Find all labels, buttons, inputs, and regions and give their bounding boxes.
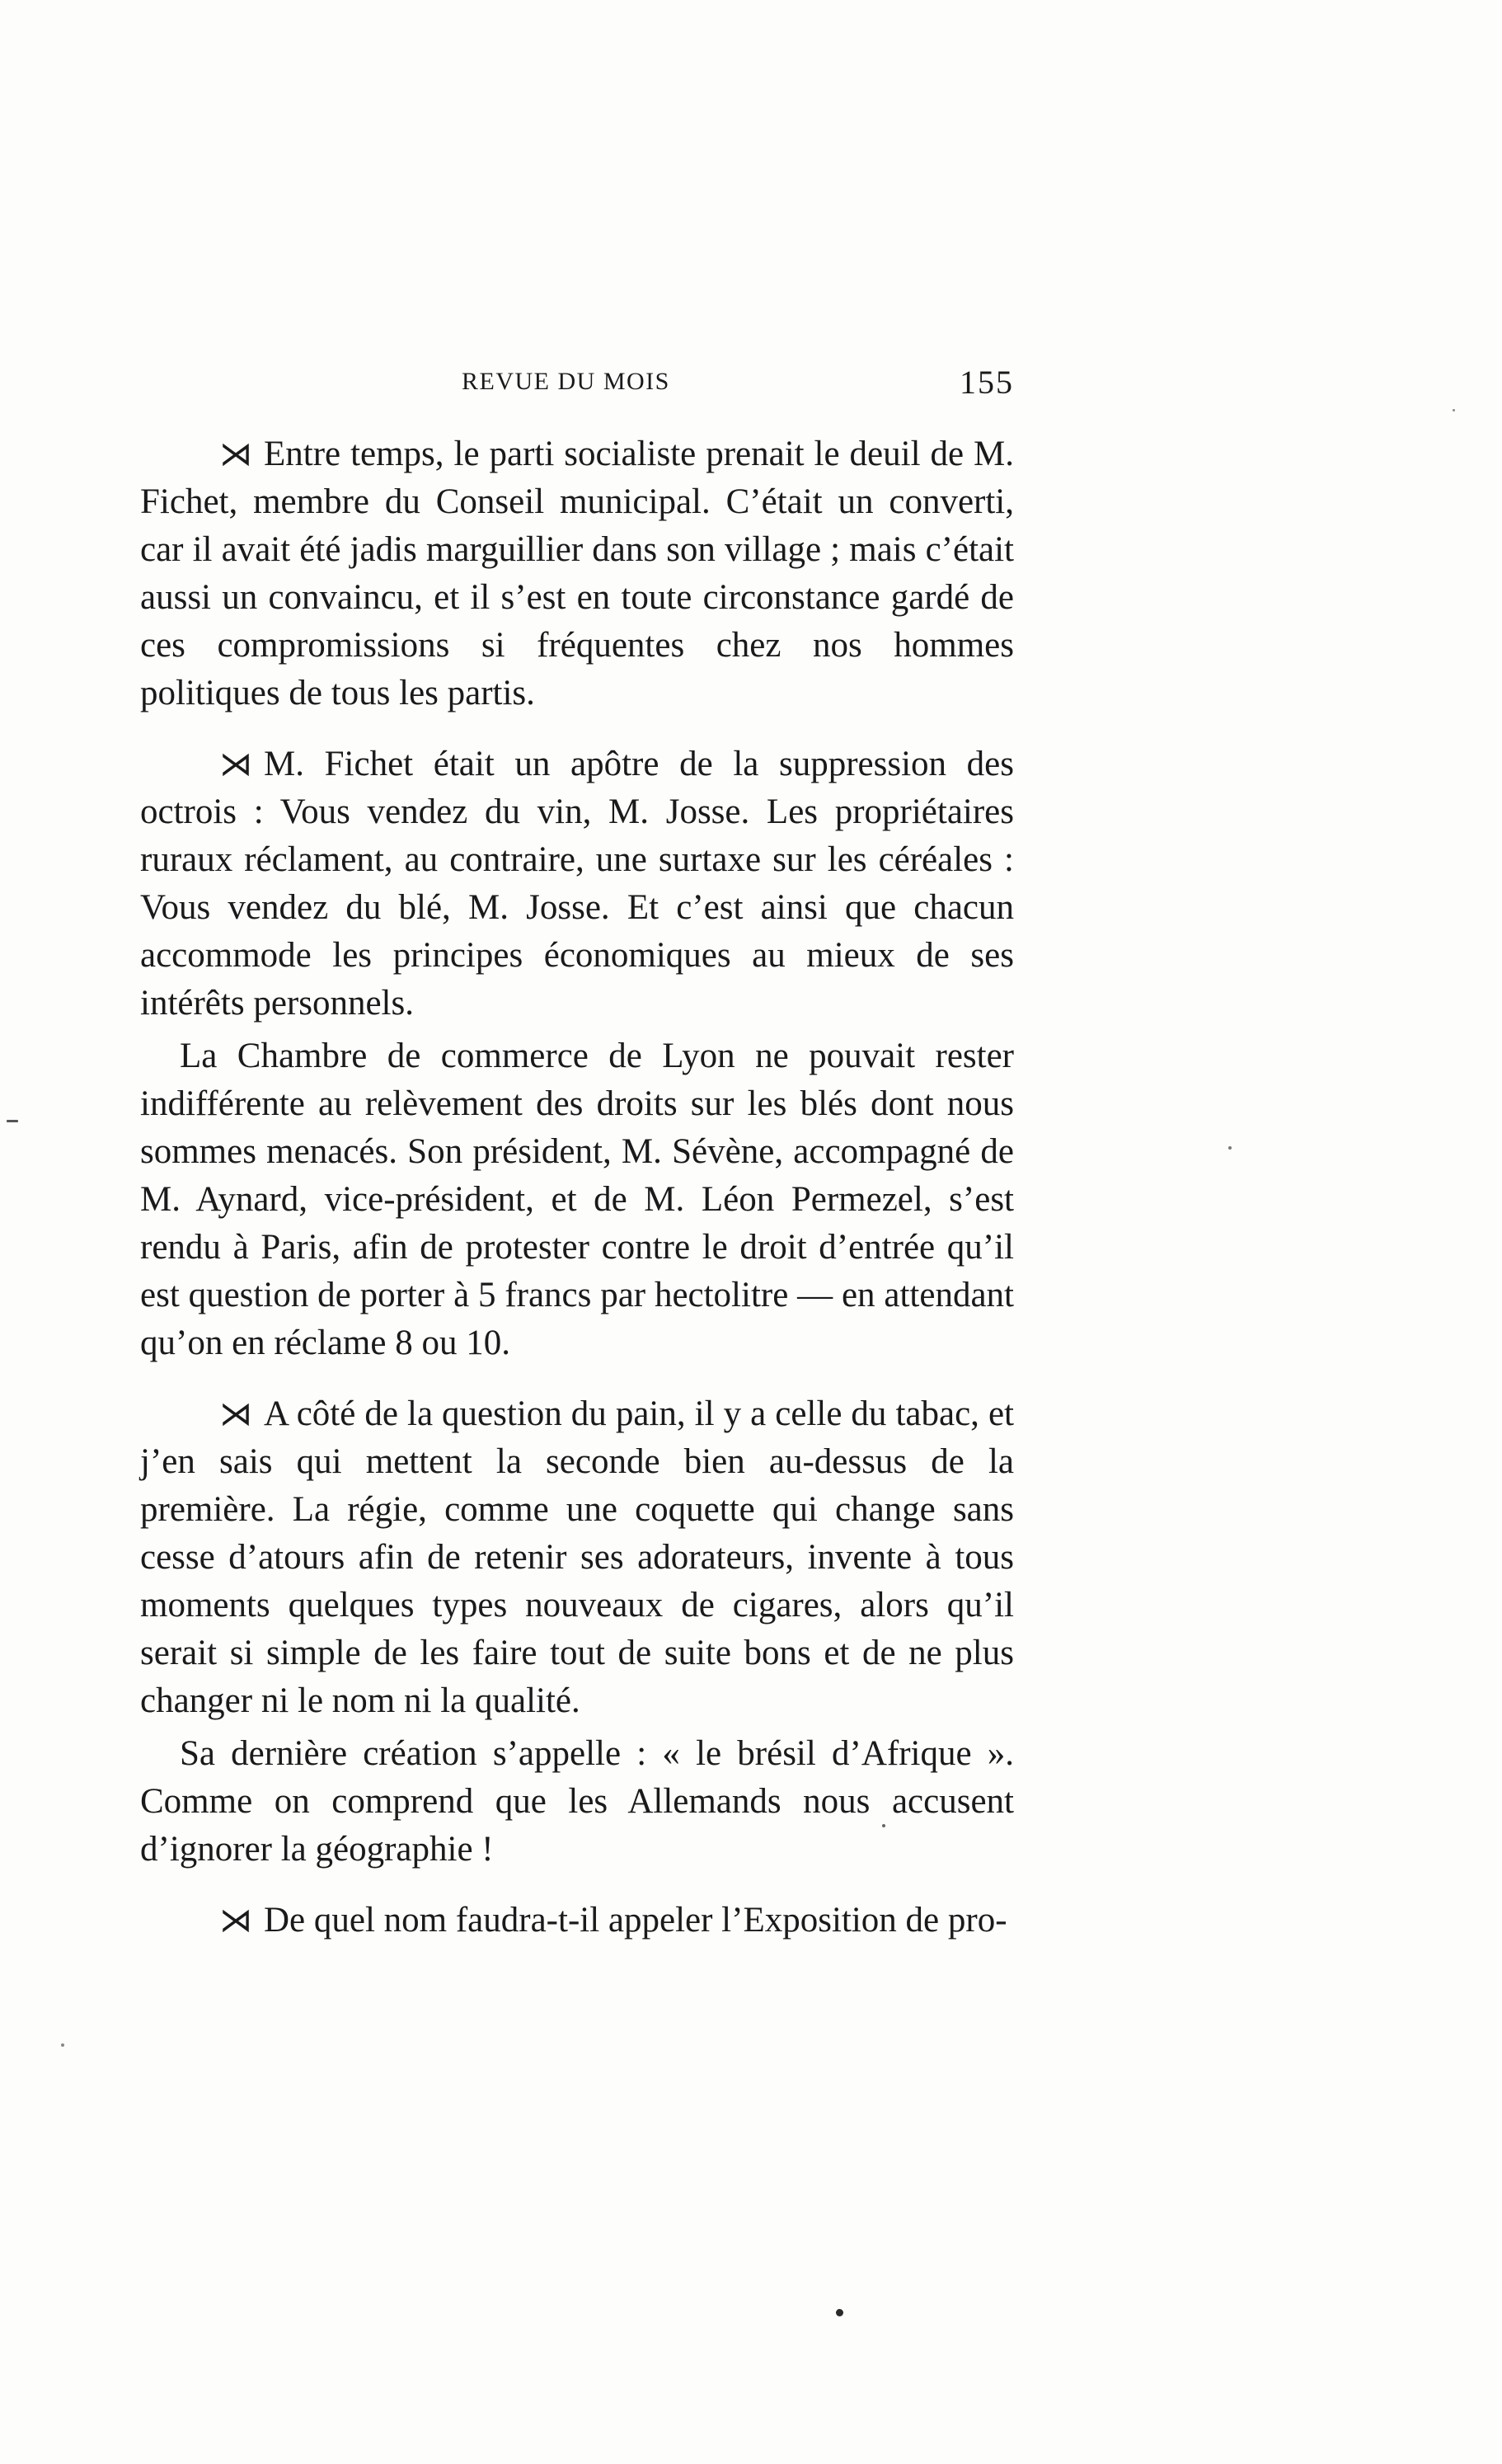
print-speck: [882, 1824, 885, 1827]
body-text: [140, 430, 1014, 1944]
paragraph-socialist-mourning: [140, 430, 1014, 717]
print-speck: [836, 2309, 843, 2316]
paragraph-chambre-de-commerce: [140, 1032, 1014, 1367]
paragraph-text: De quel nom faudra-t-il appeler l’Exposition de pro-: [264, 1901, 1007, 1940]
paragraph-tabac: [140, 1390, 1014, 1725]
paragraph-text: Entre temps, le parti socialiste prenait le deuil de M. Fichet, membre du Conseil municipal. C’était un converti, car il avait été jadis marguillier dans son village ; mais c’était aussi un convaincu, et il s’est en toute circonstance gardé de ces compromissions si fréquentes chez nos hommes politiques de tous les partis.: [140, 435, 1014, 712]
page-number: 155: [960, 364, 1014, 401]
running-title: REVUE DU MOIS: [462, 368, 670, 395]
section-mark-icon: ⋊: [219, 745, 252, 783]
running-head: [140, 363, 1014, 412]
paragraph-text: M. Fichet était un apôtre de la suppression des octrois : Vous vendez du vin, M. Josse. Les propriétaires ruraux réclament, au contraire, une surtaxe sur les céréales : Vous vendez du blé, M. Josse. Et c’est ainsi que chacun accommode les principes économiques au mieux de ses intérêts personnels.: [140, 745, 1014, 1023]
paragraph-exposition: [140, 1897, 1014, 1944]
section-mark-icon: ⋊: [219, 1395, 252, 1432]
paragraph-octrois: [140, 741, 1014, 1027]
paragraph-text: Sa dernière création s’appelle : « le brésil d’Afrique ». Comme on comprend que les Allemands nous accusent d’ignorer la géographie !: [140, 1734, 1014, 1869]
paragraph-text: A côté de la question du pain, il y a celle du tabac, et j’en sais qui mettent la seconde bien au-dessus de la première. La régie, comme une coquette qui change sans cesse d’atours afin de retenir ses adorateurs, invente à tous moments quelques types nouveaux de cigares, alors qu’il serait si simple de les faire tout de suite bons et de ne plus changer ni le nom ni la qualité.: [140, 1394, 1014, 1720]
print-speck: [1453, 409, 1455, 411]
section-mark-icon: ⋊: [219, 435, 252, 473]
print-speck: [61, 2043, 64, 2047]
print-speck: [7, 1120, 18, 1122]
section-mark-icon: ⋊: [219, 1902, 252, 1939]
paragraph-text: La Chambre de commerce de Lyon ne pouvait rester indifférente au relèvement des droits sur les blés dont nous sommes menacés. Son président, M. Sévène, accompagné de M. Aynard, vice-président, et de M. Léon Permezel, s’est rendu à Paris, afin de protester contre le droit d’entrée qu’il est question de porter à 5 francs par hectolitre — en attendant qu’on en réclame 8 ou 10.: [140, 1037, 1014, 1362]
print-speck: [1228, 1146, 1232, 1150]
paragraph-bresil-afrique: [140, 1730, 1014, 1874]
